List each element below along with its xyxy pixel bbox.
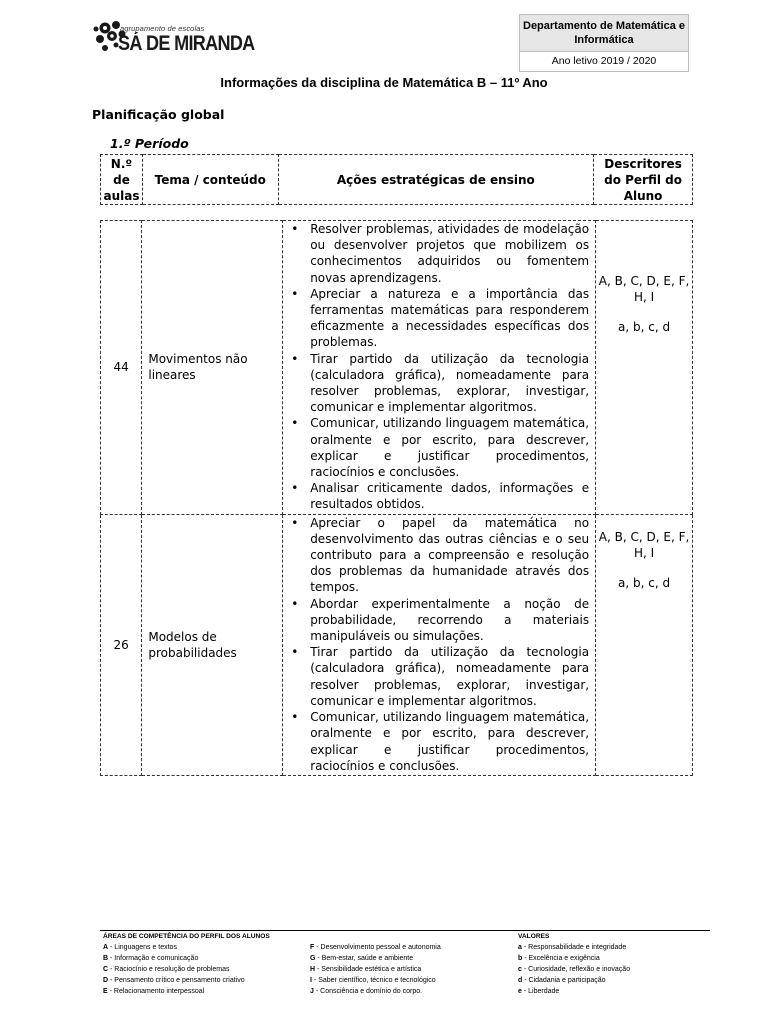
area-item: G - Bem-estar, saúde e ambiente xyxy=(310,955,414,962)
list-item: • Apreciar a natureza e a importância das ferramentas matemáticas para responderem eficazmente a necessidades específicas dos problemas. xyxy=(291,286,589,351)
valores-title: VALORES xyxy=(518,933,550,940)
area-item: B - Informação e comunicação xyxy=(103,955,199,962)
list-item: • Comunicar, utilizando linguagem matemática, oralmente e por escrito, para descrever, explicar e justificar procedimentos, raciocínios e conclusões. xyxy=(291,709,589,774)
aulas-cell: 26 xyxy=(101,514,142,775)
area-item: E - Relacionamento interpessoal xyxy=(103,988,205,995)
acoes-list xyxy=(283,221,595,514)
areas-title: ÁREAS DE COMPETÊNCIA DO PERFIL DOS ALUNOS xyxy=(103,933,270,940)
valor-item: b - Excelência e exigência xyxy=(518,955,600,962)
document-title: Informações da disciplina de Matemática B – 11º Ano xyxy=(220,75,548,90)
list-item: • Resolver problemas, atividades de modelação ou desenvolver projetos que mobilizem os conhecimentos adquiridos ou fomentem novas aprendizagens. xyxy=(291,221,589,286)
table-header xyxy=(100,154,693,205)
acoes-list xyxy=(283,515,595,775)
descritores-valores: a, b, c, d xyxy=(618,575,671,590)
descritores-cell xyxy=(596,514,693,775)
acoes-cell xyxy=(283,514,596,775)
valor-item: e - Liberdade xyxy=(518,988,560,995)
department-box xyxy=(519,14,689,72)
tema-cell: Movimentos não lineares xyxy=(142,221,283,515)
section-title: Planificação global xyxy=(92,107,225,122)
logo-subtitle: agrupamento de escolas xyxy=(120,24,205,33)
list-item: • Analisar criticamente dados, informações e resultados obtidos. xyxy=(291,480,589,512)
header-descritores: Descritores do Perfil do Aluno xyxy=(594,155,693,205)
area-item: A - Linguagens e textos xyxy=(103,944,177,951)
area-item: F - Desenvolvimento pessoal e autonomia xyxy=(310,944,441,951)
valor-item: d - Cidadania e participação xyxy=(518,977,606,984)
area-item: C - Raciocínio e resolução de problemas xyxy=(103,966,230,973)
list-item: • Comunicar, utilizando linguagem matemática, oralmente e por escrito, para descrever, explicar e justificar procedimentos, raciocínios e conclusões. xyxy=(291,415,589,480)
descritores-competencias: A, B, C, D, E, F, H, I xyxy=(598,529,690,560)
valor-item: a - Responsabilidade e integridade xyxy=(518,944,627,951)
descritores-competencias: A, B, C, D, E, F, H, I xyxy=(598,274,690,304)
header-tema: Tema / conteúdo xyxy=(142,155,278,205)
list-item: • Abordar experimentalmente a noção de probabilidade, recorrendo a materiais manipuláveis ou simulações. xyxy=(291,596,589,645)
header-acoes: Ações estratégicas de ensino xyxy=(278,155,594,205)
header-aulas: N.º de aulas xyxy=(101,155,143,205)
list-item: • Tirar partido da utilização da tecnologia (calculadora gráfica), nomeadamente para resolver problemas, explorar, investigar, comunicar e implementar algoritmos. xyxy=(291,644,589,709)
list-item: • Tirar partido da utilização da tecnologia (calculadora gráfica), nomeadamente para resolver problemas, explorar, investigar, comunicar e implementar algoritmos. xyxy=(291,351,589,416)
planning-table xyxy=(100,220,693,776)
table-row xyxy=(101,221,693,515)
descritores-cell xyxy=(596,221,693,515)
table-row xyxy=(101,514,693,775)
school-year: Ano letivo 2019 / 2020 xyxy=(520,51,688,71)
area-item: H - Sensibilidade estética e artística xyxy=(310,966,422,973)
list-item: • Apreciar o papel da matemática no desenvolvimento das outras ciências e o seu contributo para a compreensão e resolução dos problemas da humanidade através dos tempos. xyxy=(291,515,589,596)
area-item: D - Pensamento crítico e pensamento criativo xyxy=(103,977,245,984)
school-logo xyxy=(92,18,255,62)
valor-item: c - Curiosidade, reflexão e inovação xyxy=(518,966,631,973)
acoes-cell xyxy=(283,221,596,515)
area-item: I - Saber científico, técnico e tecnológico xyxy=(310,977,436,984)
descritores-valores: a, b, c, d xyxy=(618,320,671,334)
period-title: 1.º Período xyxy=(110,136,189,151)
department-name: Departamento de Matemática e Informática xyxy=(520,15,688,51)
area-item: J - Consciência e domínio do corpo. xyxy=(310,988,423,995)
tema-cell: Modelos de probabilidades xyxy=(142,514,283,775)
aulas-cell: 44 xyxy=(101,221,142,515)
logo-school-name: SÁ DE MIRANDA xyxy=(118,32,255,55)
